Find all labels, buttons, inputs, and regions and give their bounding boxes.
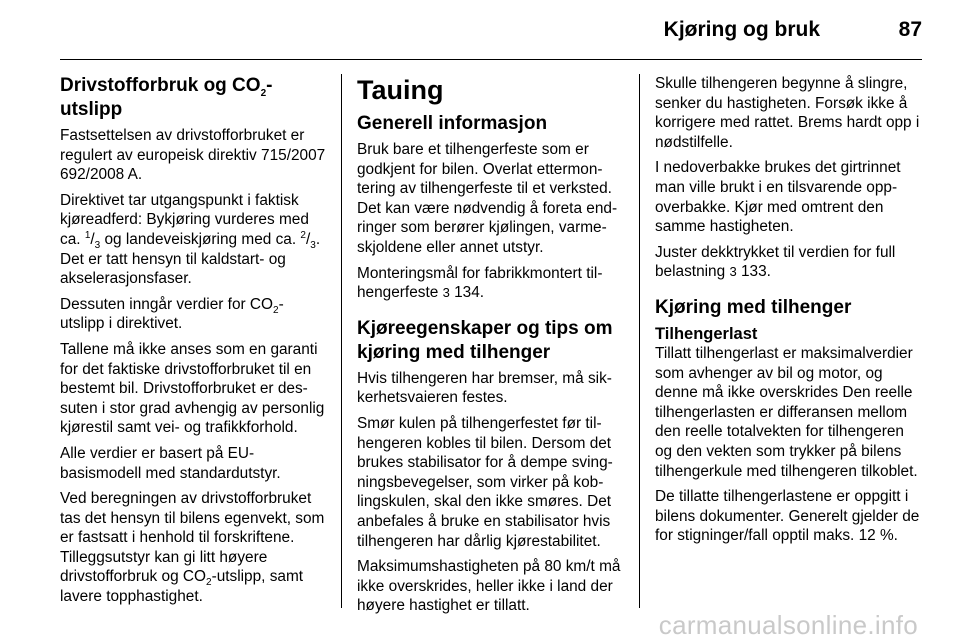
column-3 [655,74,925,552]
paragraph: Smør kulen på tilhengerfestet før tilhengeren kobles til bilen. Dersom det brukes stabilisator for å dempe svingningsbevegelser, som virker på koblingskulen, skal den ikke smøres. Det anbefales å bruke en stabilisator hvis tilhengeren har dårlig kjørestabilitet. [357,414,613,550]
header-title: Kjøring og bruk [663,18,820,41]
paragraph: Tallene må ikke anses som en garanti for det faktiske drivstofforbruket til en bestemt bil. Drivstofforbruket er dessuten i stor grad avhengig av personlig kjørestil samt vei- og trafikkforhold. [60,340,325,437]
paragraph: I nedoverbakke brukes det girtrinnet man ville brukt i en tilsvarende oppoverbakke. Kjør med omtrent den samme hastigheten. [655,159,901,236]
paragraph: De tillatte tilhengerlastene er oppgitt i bilens dokumenter. Generelt gjelder de for stigninger/fall opptil maks. 12 %. [655,488,920,545]
page-number: 87 [898,18,922,41]
page-reference-icon: 3 [442,285,450,301]
heading-fuel-consumption: Drivstofforbruk og $CO_2$-utslipp [60,75,273,120]
column-1 [60,74,328,613]
paragraph: Ved beregningen av drivstofforbruket tas det hensyn til bilens egenvekt, som er fastsatt i henhold til forskriftene. Tilleggsutstyr kan gi litt høyere drivstofforbruk og $CO_2$-utslipp, samt lavere topphastighet. [60,490,325,606]
paragraph: Alle verdier er basert på EU-basismodell med standardutstyr. [60,444,281,482]
paragraph: Maksimumshastigheten på 80 km/t må ikke overskrides, heller ikke i land der høyere hastighet er tillatt. [357,558,621,615]
heading-driving-tips: Kjøreegenskaper og tips om kjøring med tilhenger [357,317,613,363]
paragraph: Monteringsmål for fabrikkmontert tilhengerfeste 3 134. [357,264,603,302]
heading-trailer-driving: Kjøring med tilhenger [655,296,852,318]
watermark: carmanualsonline.info [658,610,918,640]
column-2 [357,74,627,622]
paragraph: Juster dekktrykket til verdien for full belastning 3 133. [655,243,896,281]
paragraph: Direktivet tar utgangspunkt i faktisk kjøreadferd: Bykjøring vurderes med ca. $^1/_3$ og landeveiskjøring med ca. $^2/_3$. Det er tatt hensyn til kaldstart- og akselerasjonsfaser. [60,191,321,288]
section-title-towing: Tauing [357,75,444,105]
column-divider-1 [341,74,342,608]
paragraph: Dessuten inngår verdier for $CO_2$-utslipp i direktivet. [60,295,284,333]
header-rule [60,59,922,60]
paragraph: Hvis tilhengeren har bremser, må sikkerhetsvaieren festes. [357,369,612,407]
paragraph: Fastsettelsen av drivstofforbruket er regulert av europeisk direktiv 715/2007 692/2008 A. [60,127,326,184]
paragraph: Tillatt tilhengerlast er maksimalverdier som avhenger av bil og motor, og denne må ikke overskrides Den reelle tilhengerlasten er differansen mellom den reelle totalvekten for tilhengeren og den vekten som trykker på bilens tilhengerkule med tilhengeren tilkoblet. [655,344,918,480]
heading-general-info: Generell informasjon [357,113,548,134]
paragraph: Skulle tilhengeren begynne å slingre, senker du hastigheten. Forsøk ikke å korrigere med rattet. Brems hardt opp i nødstilfelle. [655,75,920,151]
page-header [0,0,960,60]
column-divider-2 [639,74,640,608]
page-reference-icon: 3 [729,264,737,280]
heading-trailer-load: Tilhengerlast [655,324,758,343]
paragraph: Bruk bare et tilhengerfeste som er godkjent for bilen. Overlat ettermontering av tilhengerfeste til et verksted. Det kan være nødvendig å foreta endringer som berører kjølingen, varmeskjoldene eller annet utstyr. [357,141,618,256]
